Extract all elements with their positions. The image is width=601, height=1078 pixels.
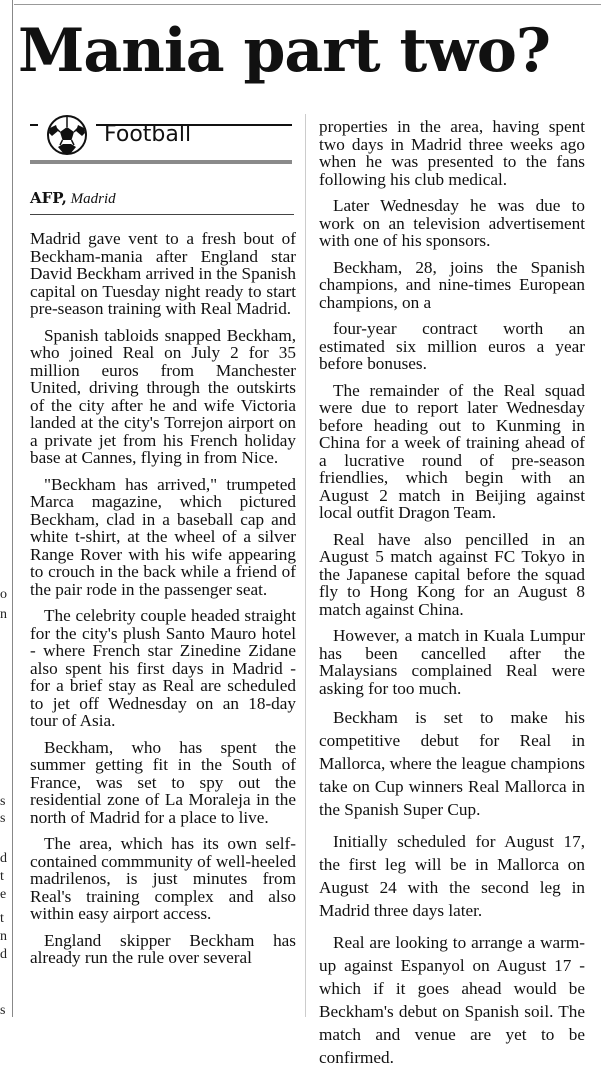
paragraph: Real have also pencilled in an August 5 match against FC Tokyo in the Japanese capital before the squad fly to Hong Kong for an August 8 match against China. — [319, 529, 585, 619]
paragraph: Initially scheduled for August 17, the first leg will be in Mallorca on August 24 with the second leg in Madrid three days later. — [319, 832, 585, 920]
headline: Mania part two? — [18, 16, 551, 86]
paragraph: Real are looking to arrange a warm-up against Espanyol on August 17 - which if it goes ahead would be Beckham's debut on Spanish soil. The match and venue are yet to be confirmed. — [319, 933, 585, 1067]
edge-letter: s — [0, 1003, 6, 1018]
byline-agency: AFP, — [30, 189, 67, 207]
paragraph: However, a match in Kuala Lumpur has been cancelled after the Malaysians complained Real were asking for too much. — [319, 626, 585, 698]
paragraph: Beckham, who has spent the summer getting fit in the South of France, was set to spy out the residential zone of La Moraleja in the north of Madrid for a place to live. — [30, 737, 296, 827]
paragraph: four-year contract worth an estimated six million euros a year before bonuses. — [319, 319, 585, 373]
edge-letter: s — [0, 811, 6, 826]
paragraph: The remainder of the Real squad were due to report later Wednesday before heading out to Kunming in China for a week of training ahead of a lucrative round of pre-season friendlies, which begin with an August 2 match in Beijing against local outfit Dragon Team. — [319, 380, 585, 522]
article-column-1 — [30, 230, 296, 976]
section-header — [30, 114, 292, 158]
paragraph: Beckham, 28, joins the Spanish champions, and nine-times European champions, on a — [319, 257, 585, 312]
paragraph: England skipper Beckham has already run the rule over several — [30, 930, 296, 967]
paragraph: properties in the area, having spent two days in Madrid three weeks ago when he was presented to the fans following his club medical. — [319, 117, 585, 189]
edge-letter: s — [0, 794, 6, 809]
column-rule — [305, 114, 306, 1017]
byline-place: Madrid — [70, 191, 116, 207]
paragraph: Later Wednesday he was due to work on an television advertisement with one of his sponsors. — [319, 196, 585, 250]
edge-letter: o — [0, 587, 7, 602]
edge-letter: e — [0, 887, 7, 902]
paragraph: Spanish tabloids snapped Beckham, who joined Real on July 2 for 35 million euros from Manchester United, driving through the outskirts of the city after he and wife Victoria landed at the city's Torrejon airport on a private jet from his French holiday base at Cannes, flying in from Nice. — [30, 325, 296, 467]
edge-letter: t — [0, 911, 4, 926]
soccer-ball-icon — [38, 114, 96, 156]
adjacent-column-edge — [0, 0, 13, 1017]
edge-letter: n — [0, 607, 7, 622]
top-rule — [14, 0, 601, 5]
edge-letter: d — [0, 947, 7, 962]
article-column-2 — [319, 118, 585, 1078]
edge-letter: n — [0, 929, 7, 944]
byline-divider — [30, 214, 294, 215]
edge-letter: t — [0, 869, 4, 884]
section-label: Football — [104, 122, 192, 147]
paragraph: The area, which has its own self-contained commmunity of well-heeled madrilenos, is just minutes from Real's training complex and also within easy airport access. — [30, 834, 296, 923]
edge-letter: d — [0, 851, 7, 866]
paragraph: The celebrity couple headed straight for the city's plush Santo Mauro hotel - where French star Zinedine Zidane also spent his first days in Madrid - for a brief stay as Real are scheduled to jet off Wednesday on an 18-day tour of Asia. — [30, 606, 296, 730]
paragraph: Madrid gave vent to a fresh bout of Beckham-mania after England star David Beckham arrived in the Spanish capital on Tuesday night ready to start pre-season training with Real Madrid. — [30, 229, 296, 318]
byline — [30, 188, 294, 209]
paragraph: Beckham is set to make his competitive debut for Real in Mallorca, where the league champions take on Cup winners Real Mallorca in the Spanish Super Cup. — [319, 708, 585, 819]
paragraph: "Beckham has arrived," trumpeted Marca magazine, which pictured Beckham, clad in a baseball cap and white t-shirt, at the wheel of a silver Range Rover with his wife appearing to crouch in the back while a friend of the pair rode in the passenger seat. — [30, 474, 296, 599]
